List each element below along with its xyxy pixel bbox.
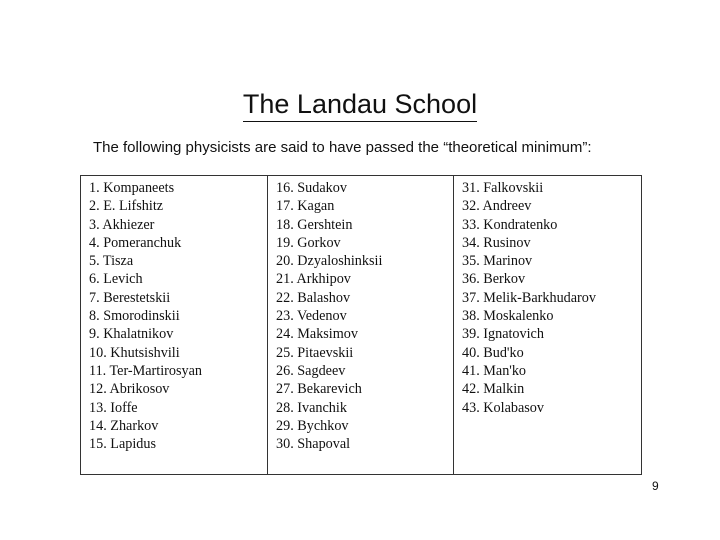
list-item: 27. Bekarevich <box>276 381 362 398</box>
list-item: 42. Malkin <box>462 381 525 398</box>
list-item: 15. Lapidus <box>89 436 156 453</box>
list-item: 5. Tisza <box>89 253 134 270</box>
list-item: 36. Berkov <box>462 271 526 288</box>
list-item: 17. Kagan <box>276 198 335 215</box>
page-number: 9 <box>652 479 659 493</box>
list-item: 31. Falkovskii <box>462 180 544 196</box>
slide-subtitle: The following physicists are said to have passed the “theoretical minimum”: <box>93 139 592 156</box>
list-item: 30. Shapoval <box>276 436 351 453</box>
list-item: 35. Marinov <box>462 253 533 270</box>
table-column-1 <box>81 176 267 474</box>
list-item: 40. Bud'ko <box>462 344 524 361</box>
list-item: 12. Abrikosov <box>89 381 170 398</box>
table-column-3 <box>453 176 641 474</box>
list-item: 29. Bychkov <box>276 417 349 434</box>
list-item: 7. Berestetskii <box>89 289 171 306</box>
list-item: 33. Kondratenko <box>462 216 558 233</box>
list-item: 8. Smorodinskii <box>89 308 180 325</box>
list-item: 18. Gershtein <box>276 216 353 233</box>
list-item: 16. Sudakov <box>276 180 347 196</box>
list-item: 23. Vedenov <box>276 308 347 325</box>
list-item: 25. Pitaevskii <box>276 344 354 361</box>
list-item: 28. Ivanchik <box>276 399 347 416</box>
list-item: 37. Melik-Barkhudarov <box>462 289 596 306</box>
list-item: 34. Rusinov <box>462 234 531 251</box>
list-item: 26. Sagdeev <box>276 362 346 379</box>
list-item: 24. Maksimov <box>276 326 358 343</box>
list-item: 13. Ioffe <box>89 399 138 416</box>
list-item: 32. Andreev <box>462 198 532 215</box>
list-item: 19. Gorkov <box>276 234 341 251</box>
list-item: 21. Arkhipov <box>276 271 351 288</box>
slide-title-text: The Landau School <box>243 88 477 122</box>
table-column-2 <box>267 176 453 474</box>
list-item: 38. Moskalenko <box>462 308 554 325</box>
list-item: 41. Man'ko <box>462 362 527 379</box>
list-item: 10. Khutsishvili <box>89 344 180 361</box>
slide-title <box>0 88 720 122</box>
list-item: 6. Levich <box>89 271 143 288</box>
list-item: 20. Dzyaloshinksii <box>276 253 383 270</box>
physicists-table <box>80 175 642 475</box>
list-item: 22. Balashov <box>276 289 351 306</box>
list-item: 39. Ignatovich <box>462 326 544 343</box>
list-item: 14. Zharkov <box>89 417 159 434</box>
list-item: 9. Khalatnikov <box>89 326 174 343</box>
list-item: 43. Kolabasov <box>462 399 544 416</box>
list-item: 11. Ter-Martirosyan <box>89 362 202 379</box>
list-item: 2. E. Lifshitz <box>89 198 164 215</box>
list-item: 3. Akhiezer <box>89 216 155 233</box>
list-item: 4. Pomeranchuk <box>89 234 182 251</box>
list-item: 1. Kompaneets <box>89 180 175 196</box>
